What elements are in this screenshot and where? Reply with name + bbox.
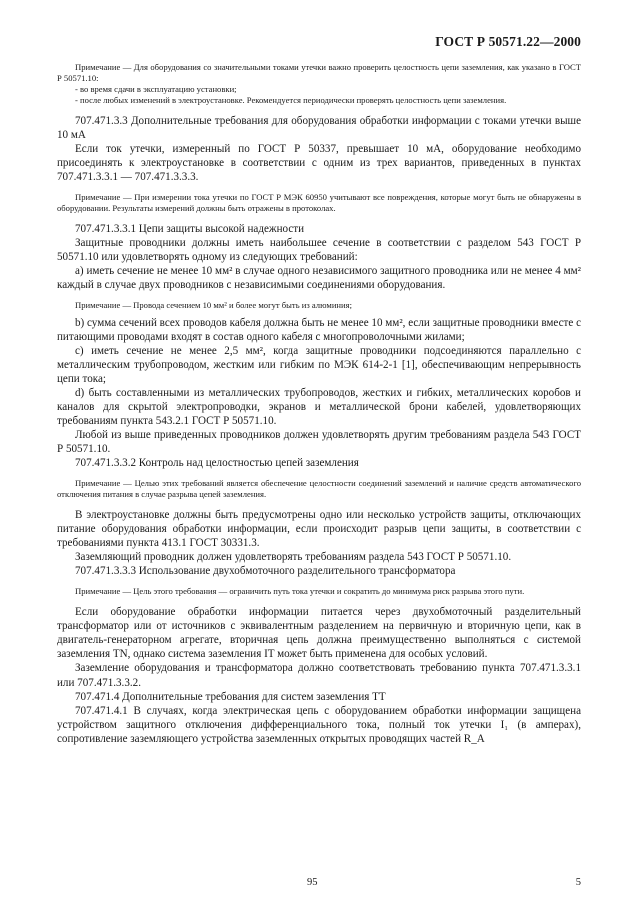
note-paragraph: Примечание — Цель этого требования — ограничить путь тока утечки и сократить до минимума риск разрыва этого пути. [75, 586, 525, 597]
body-paragraph: В электроустановке должны быть предусмотрены одно или несколько устройств защиты, отключающих питание оборудования обработки информации, если происходит разрыв цепи защиты, в соответствии с требованиями пункта 413.1 ГОСТ 30331.3. [57, 509, 581, 550]
note-list-item: - во время сдачи в эксплуатацию установки; [75, 83, 237, 94]
section-heading: 707.471.3.3.2 Контроль над целостностью цепей заземления [75, 457, 359, 470]
note-paragraph: Примечание — Для оборудования со значительными токами утечки важно проверить целостность цепи заземления, как указано в ГОСТ Р 50571.10: [57, 62, 581, 83]
document-body [57, 62, 581, 746]
section-heading: 707.471.4 Дополнительные требования для систем заземления ТТ [75, 690, 386, 703]
note-paragraph: Примечание — Провода сечением 10 мм² и более могут быть из алюминия; [75, 299, 352, 310]
list-item: d) быть составленными из металлических трубопроводов, жестких и гибких, металлических коробов и каналов для скрытой электропроводки, экранов и металлической брони кабелей, удовлетворяющих требованиям пункта 543.2.1 ГОСТ Р 50571.10. [57, 387, 581, 428]
document-header: ГОСТ Р 50571.22—2000 [435, 34, 581, 49]
note-list-item: - после любых изменений в электроустановке. Рекомендуется периодически проверять целостность цепи заземления. [75, 94, 507, 105]
section-heading: 707.471.3.3 Дополнительные требования для оборудования обработки информации с токами утечки выше 10 мА [57, 114, 581, 141]
body-paragraph: Если ток утечки, измеренный по ГОСТ Р 50337, превышает 10 мА, оборудование необходимо присоединять к электроустановке в соответствии с одним из трех вариантов, приведенных в пунктах 707.471.3.3.1 — 707.471.3.3.3. [57, 142, 581, 183]
body-paragraph: Заземляющий проводник должен удовлетворять требованиям раздела 543 ГОСТ Р 50571.10. [75, 551, 512, 564]
note-paragraph: Примечание — Целью этих требований является обеспечение целостности соединений заземлений и наличие средств автоматического отключения питания в случае разрыва цепей заземления. [57, 478, 581, 500]
section-heading: 707.471.3.3.1 Цепи защиты высокой надежности [75, 222, 305, 235]
body-paragraph: Любой из выше приведенных проводников должен удовлетворять другим требованиям раздела 543 ГОСТ Р 50571.10. [57, 429, 581, 456]
body-paragraph: Если оборудование обработки информации питается через двухобмоточный разделительный трансформатор или от источников с эквивалентным разделением на первичную и вторичную цепи, как в двигатель-генераторном агрегате, вторичная цепь должна преимущественно выполняться с системой заземления TN, однако система заземления IT может быть применена для особых условий. [57, 606, 581, 661]
note-paragraph: Примечание — При измерении тока утечки по ГОСТ Р МЭК 60950 учитывают все повреждения, которые могут быть не обнаружены в оборудовании. Результаты измерений должны быть отражены в протоколах. [57, 191, 581, 213]
body-paragraph: Защитные проводники должны иметь наибольшее сечение в соответствии с разделом 543 ГОСТ Р 50571.10 или удовлетворять одному из следующих требований: [57, 236, 581, 263]
section-heading: 707.471.3.3.3 Использование двухобмоточного разделительного трансформатора [75, 565, 456, 578]
list-item: b) сумма сечений всех проводов кабеля должна быть не менее 10 мм², если защитные проводники вместе с питающими проводами входят в состав одного кабеля с многопроволочными жилами; [57, 316, 581, 343]
list-item: а) иметь сечение не менее 10 мм² в случае одного независимого защитного проводника или не менее 4 мм² каждый в случае двух проводников с независимыми соединениями оборудования. [57, 264, 581, 291]
page-number-right: 5 [575, 877, 581, 888]
list-item: c) иметь сечение не менее 2,5 мм², когда защитные проводники подсоединяются параллельно с металлическим трубопроводом, жестким или гибким по МЭК 614-2-1 [1], обеспечивающим непрерывность цепи тока; [57, 344, 581, 385]
page-number-center: 95 [307, 877, 318, 888]
body-paragraph: 707.471.4.1 В случаях, когда электрическая цепь с оборудованием обработки информации защищена устройством защитного отключения дифференциального тока, полный ток утечки I₁ (в амперах), сопротивление заземляющего устройства заземленных открытых проводящих частей R_A [57, 704, 581, 745]
body-paragraph: Заземление оборудования и трансформатора должно соответствовать требованию пункта 707.471.3.3.1 или 707.471.3.3.2. [57, 662, 581, 689]
